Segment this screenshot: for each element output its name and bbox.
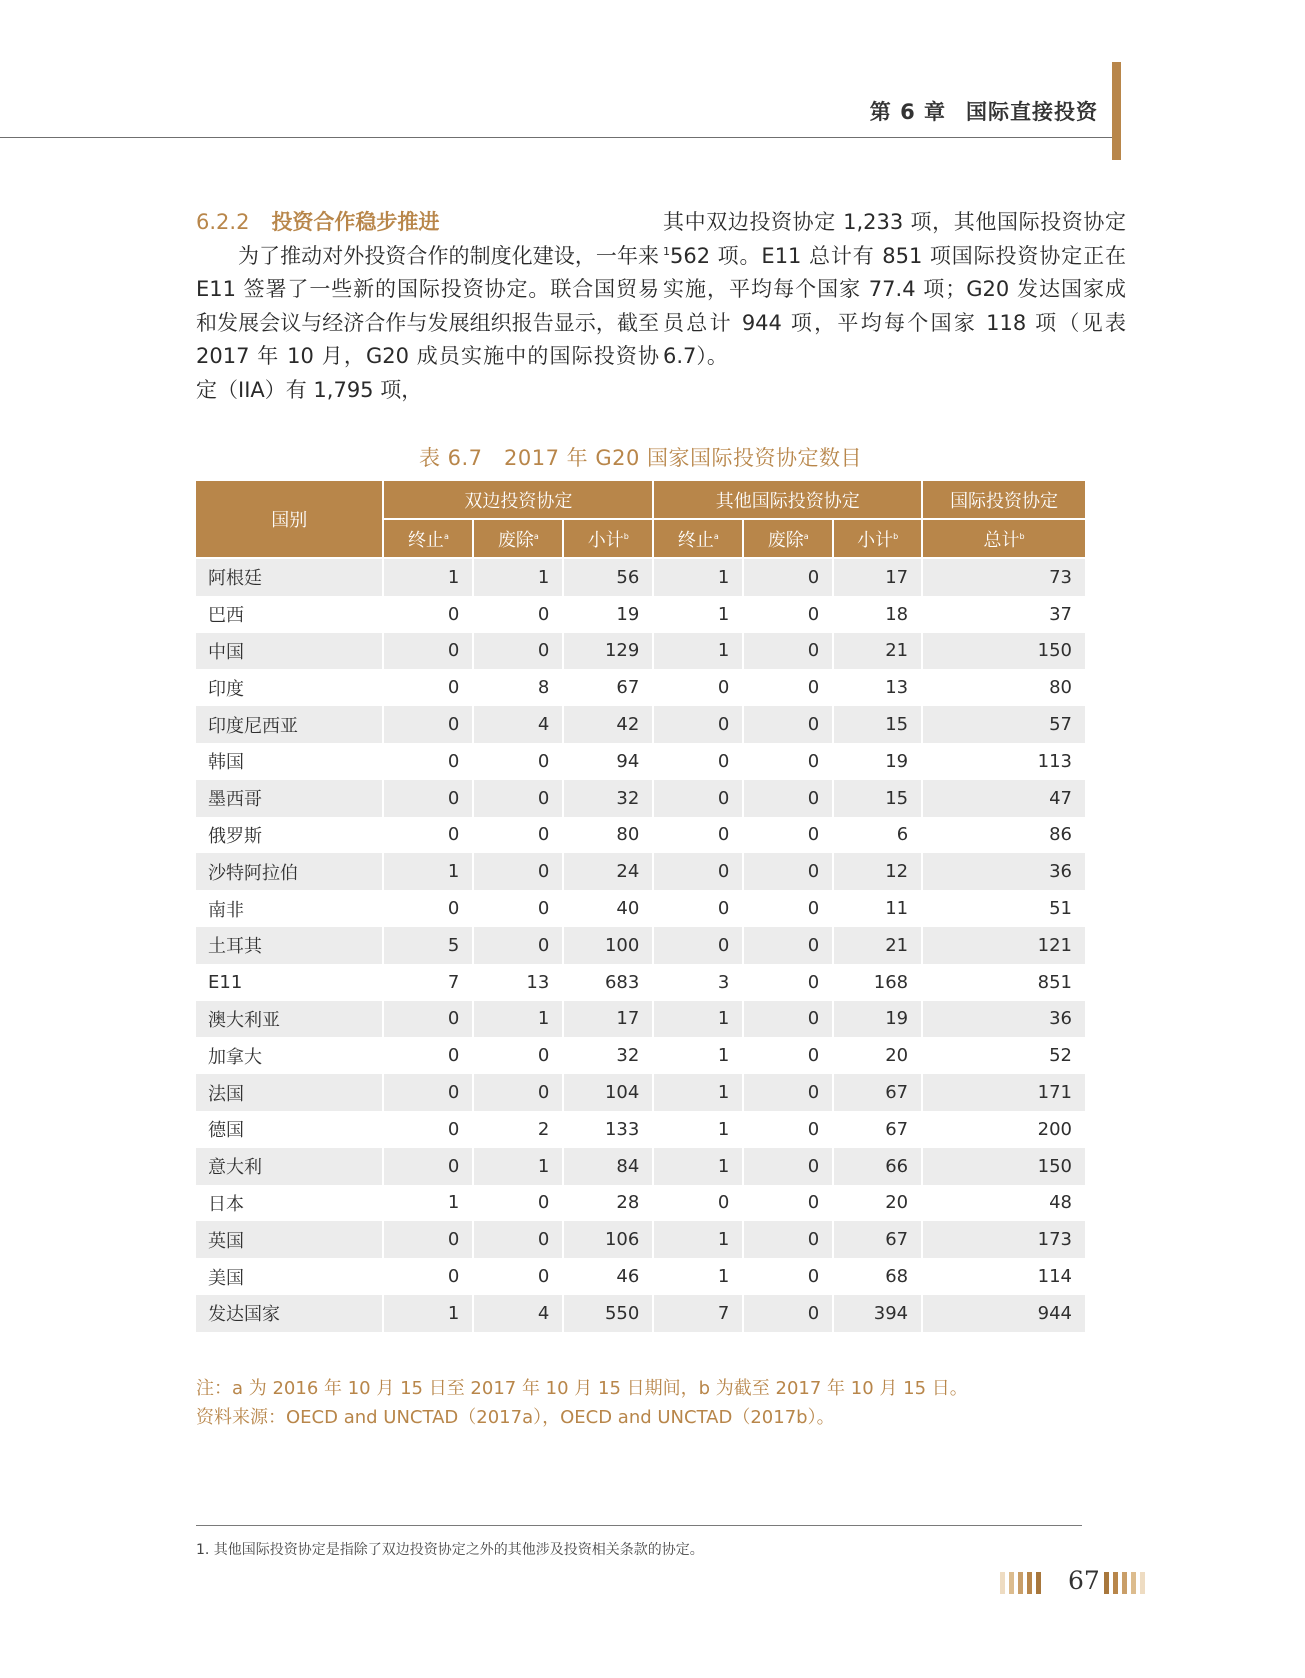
table-body xyxy=(196,558,1085,1332)
cell-value: 6 xyxy=(833,817,922,854)
section-number: 6.2.2 xyxy=(196,210,250,234)
section-title: 投资合作稳步推进 xyxy=(271,210,440,234)
cell-value: 0 xyxy=(743,1148,833,1185)
section-heading xyxy=(196,206,659,240)
cell-value: 0 xyxy=(473,890,563,927)
table-row xyxy=(196,1295,1085,1332)
cell-value: 0 xyxy=(743,596,833,633)
cell-country: 土耳其 xyxy=(196,927,383,964)
header-sup: b xyxy=(623,531,629,541)
cell-value: 1 xyxy=(653,1001,743,1038)
header-label: 终止 xyxy=(677,529,714,551)
cell-value: 37 xyxy=(922,596,1085,633)
table-row xyxy=(196,1074,1085,1111)
cell-value: 0 xyxy=(473,1074,563,1111)
cell-value: 0 xyxy=(383,669,473,706)
header-label: 废除 xyxy=(767,529,804,551)
cell-value: 1 xyxy=(473,1148,563,1185)
cell-value: 20 xyxy=(833,1185,922,1222)
cell-value: 19 xyxy=(833,1001,922,1038)
cell-value: 0 xyxy=(743,558,833,596)
header-subtotal-bilateral xyxy=(563,519,653,558)
footnote-ref: 1 xyxy=(663,244,670,258)
header-label: 废除 xyxy=(497,529,534,551)
cell-value: 133 xyxy=(563,1111,653,1148)
cell-value: 51 xyxy=(922,890,1085,927)
cell-value: 0 xyxy=(743,890,833,927)
header-terminated-other xyxy=(653,519,743,558)
header-total xyxy=(922,519,1085,558)
footnote-rule xyxy=(196,1525,1082,1526)
cell-value: 1 xyxy=(653,1074,743,1111)
cell-value: 0 xyxy=(653,669,743,706)
header-label: 小计 xyxy=(587,529,624,551)
cell-value: 1 xyxy=(383,1185,473,1222)
table-row xyxy=(196,558,1085,596)
cell-value: 0 xyxy=(383,780,473,817)
cell-value: 173 xyxy=(922,1221,1085,1258)
cell-value: 21 xyxy=(833,927,922,964)
cell-value: 0 xyxy=(743,1074,833,1111)
cell-value: 0 xyxy=(383,743,473,780)
cell-value: 48 xyxy=(922,1185,1085,1222)
text-column-left xyxy=(196,206,659,407)
header-total-group: 国际投资协定 xyxy=(922,481,1085,519)
cell-value: 19 xyxy=(833,743,922,780)
cell-country: 印度尼西亚 xyxy=(196,706,383,743)
cell-value: 104 xyxy=(563,1074,653,1111)
table-row xyxy=(196,596,1085,633)
cell-value: 0 xyxy=(743,817,833,854)
cell-value: 0 xyxy=(473,1221,563,1258)
cell-country: 德国 xyxy=(196,1111,383,1148)
cell-value: 851 xyxy=(922,964,1085,1001)
table-row xyxy=(196,669,1085,706)
cell-value: 0 xyxy=(743,780,833,817)
header-country: 国别 xyxy=(196,481,383,558)
cell-value: 0 xyxy=(383,596,473,633)
cell-value: 683 xyxy=(563,964,653,1001)
cell-value: 121 xyxy=(922,927,1085,964)
table-row xyxy=(196,817,1085,854)
cell-value: 5 xyxy=(383,927,473,964)
cell-value: 0 xyxy=(653,817,743,854)
cell-value: 0 xyxy=(653,853,743,890)
cell-country: 法国 xyxy=(196,1074,383,1111)
cell-value: 80 xyxy=(563,817,653,854)
cell-value: 0 xyxy=(473,853,563,890)
cell-value: 19 xyxy=(563,596,653,633)
cell-value: 57 xyxy=(922,706,1085,743)
cell-value: 7 xyxy=(383,964,473,1001)
cell-value: 21 xyxy=(833,633,922,670)
cell-value: 1 xyxy=(473,1001,563,1038)
cell-value: 1 xyxy=(653,1148,743,1185)
cell-value: 0 xyxy=(653,890,743,927)
cell-value: 13 xyxy=(473,964,563,1001)
page-stripe xyxy=(1104,1572,1109,1594)
cell-value: 944 xyxy=(922,1295,1085,1332)
header-sup: b xyxy=(893,531,899,541)
chapter-title: 国际直接投资 xyxy=(966,100,1098,124)
cell-value: 129 xyxy=(563,633,653,670)
cell-value: 106 xyxy=(563,1221,653,1258)
cell-country: 印度 xyxy=(196,669,383,706)
cell-value: 80 xyxy=(922,669,1085,706)
cell-value: 0 xyxy=(473,1037,563,1074)
cell-country: 发达国家 xyxy=(196,1295,383,1332)
table-row xyxy=(196,633,1085,670)
page-stripe xyxy=(1036,1572,1041,1594)
cell-value: 0 xyxy=(383,817,473,854)
header-label: 总计 xyxy=(983,529,1020,551)
cell-value: 0 xyxy=(653,927,743,964)
header-sup: a xyxy=(803,531,809,541)
cell-value: 12 xyxy=(833,853,922,890)
page-stripe xyxy=(1131,1572,1136,1594)
cell-value: 113 xyxy=(922,743,1085,780)
cell-value: 150 xyxy=(922,633,1085,670)
cell-country: E11 xyxy=(196,964,383,1001)
cell-value: 0 xyxy=(743,927,833,964)
table-row xyxy=(196,890,1085,927)
cell-value: 67 xyxy=(833,1221,922,1258)
body-paragraph-right xyxy=(663,206,1126,374)
cell-value: 40 xyxy=(563,890,653,927)
cell-value: 15 xyxy=(833,706,922,743)
cell-value: 0 xyxy=(383,706,473,743)
cell-value: 0 xyxy=(653,780,743,817)
header-terminated-bilateral xyxy=(383,519,473,558)
table-row xyxy=(196,853,1085,890)
cell-country: 韩国 xyxy=(196,743,383,780)
cell-value: 0 xyxy=(653,743,743,780)
page-stripe xyxy=(1009,1572,1014,1594)
table-note: 注：a 为 2016 年 10 月 15 日至 2017 年 10 月 15 日期间，b 为截至 2017 年 10 月 15 日。 xyxy=(196,1378,968,1399)
cell-value: 32 xyxy=(563,780,653,817)
cell-country: 英国 xyxy=(196,1221,383,1258)
table-row xyxy=(196,1001,1085,1038)
cell-value: 1 xyxy=(383,853,473,890)
cell-value: 67 xyxy=(563,669,653,706)
cell-country: 巴西 xyxy=(196,596,383,633)
header-sup: a xyxy=(533,531,539,541)
cell-value: 1 xyxy=(473,558,563,596)
chapter-number: 第 6 章 xyxy=(869,100,946,124)
header-sup: b xyxy=(1019,531,1025,541)
cell-value: 0 xyxy=(383,633,473,670)
cell-value: 11 xyxy=(833,890,922,927)
cell-value: 0 xyxy=(653,1185,743,1222)
cell-value: 0 xyxy=(473,817,563,854)
cell-value: 0 xyxy=(653,706,743,743)
table-row xyxy=(196,1221,1085,1258)
cell-value: 0 xyxy=(743,633,833,670)
cell-value: 0 xyxy=(743,1037,833,1074)
cell-value: 1 xyxy=(653,596,743,633)
cell-value: 0 xyxy=(743,1111,833,1148)
cell-value: 0 xyxy=(473,1185,563,1222)
cell-value: 150 xyxy=(922,1148,1085,1185)
cell-value: 20 xyxy=(833,1037,922,1074)
cell-value: 52 xyxy=(922,1037,1085,1074)
header-bilateral: 双边投资协定 xyxy=(383,481,653,519)
cell-value: 66 xyxy=(833,1148,922,1185)
cell-value: 0 xyxy=(383,890,473,927)
cell-value: 0 xyxy=(383,1037,473,1074)
header-other: 其他国际投资协定 xyxy=(653,481,922,519)
header-rule xyxy=(0,137,1120,138)
cell-value: 32 xyxy=(563,1037,653,1074)
cell-value: 36 xyxy=(922,853,1085,890)
table-row xyxy=(196,1111,1085,1148)
body-text-part-1: 其中双边投资协定 1,233 项，其他国际投资协定 xyxy=(663,210,1126,234)
table-source: 资料来源：OECD and UNCTAD（2017a），OECD and UNCTAD（2017b）。 xyxy=(196,1407,835,1428)
cell-country: 澳大利亚 xyxy=(196,1001,383,1038)
cell-value: 8 xyxy=(473,669,563,706)
page-number: 67 xyxy=(1068,1566,1100,1595)
cell-value: 200 xyxy=(922,1111,1085,1148)
cell-country: 南非 xyxy=(196,890,383,927)
cell-value: 0 xyxy=(473,1258,563,1295)
cell-value: 0 xyxy=(743,669,833,706)
cell-value: 0 xyxy=(743,1185,833,1222)
cell-value: 0 xyxy=(383,1074,473,1111)
page-stripe xyxy=(1000,1572,1005,1594)
cell-value: 0 xyxy=(473,927,563,964)
cell-value: 13 xyxy=(833,669,922,706)
cell-value: 94 xyxy=(563,743,653,780)
cell-value: 67 xyxy=(833,1074,922,1111)
table-row xyxy=(196,743,1085,780)
cell-value: 1 xyxy=(653,1258,743,1295)
cell-value: 84 xyxy=(563,1148,653,1185)
table-row xyxy=(196,927,1085,964)
cell-value: 73 xyxy=(922,558,1085,596)
table-row xyxy=(196,1185,1085,1222)
cell-value: 86 xyxy=(922,817,1085,854)
cell-country: 中国 xyxy=(196,633,383,670)
cell-value: 0 xyxy=(383,1148,473,1185)
cell-value: 0 xyxy=(473,633,563,670)
cell-value: 1 xyxy=(653,1111,743,1148)
cell-value: 17 xyxy=(563,1001,653,1038)
cell-value: 4 xyxy=(473,706,563,743)
cell-value: 0 xyxy=(743,1001,833,1038)
cell-value: 0 xyxy=(383,1111,473,1148)
cell-value: 68 xyxy=(833,1258,922,1295)
page-stripe xyxy=(1018,1572,1023,1594)
header-subtotal-other xyxy=(833,519,922,558)
cell-value: 0 xyxy=(743,964,833,1001)
header-sup: a xyxy=(443,531,449,541)
cell-value: 56 xyxy=(563,558,653,596)
cell-value: 24 xyxy=(563,853,653,890)
cell-value: 36 xyxy=(922,1001,1085,1038)
cell-value: 171 xyxy=(922,1074,1085,1111)
investment-agreement-table xyxy=(196,481,1085,1332)
header-label: 小计 xyxy=(857,529,894,551)
cell-value: 1 xyxy=(653,1221,743,1258)
cell-value: 1 xyxy=(653,558,743,596)
cell-value: 18 xyxy=(833,596,922,633)
cell-value: 0 xyxy=(473,743,563,780)
text-column-right xyxy=(663,206,1126,374)
cell-country: 美国 xyxy=(196,1258,383,1295)
cell-value: 394 xyxy=(833,1295,922,1332)
table-row xyxy=(196,1037,1085,1074)
cell-value: 4 xyxy=(473,1295,563,1332)
header-abolished-bilateral xyxy=(473,519,563,558)
cell-value: 114 xyxy=(922,1258,1085,1295)
cell-value: 100 xyxy=(563,927,653,964)
cell-value: 0 xyxy=(383,1221,473,1258)
table-notes xyxy=(196,1374,968,1432)
cell-value: 47 xyxy=(922,780,1085,817)
cell-value: 0 xyxy=(383,1258,473,1295)
footnote: 1. 其他国际投资协定是指除了双边投资协定之外的其他涉及投资相关条款的协定。 xyxy=(196,1542,704,1558)
table-caption: 表 6.7 2017 年 G20 国家国际投资协定数目 xyxy=(418,446,863,470)
page-stripe xyxy=(1122,1572,1127,1594)
cell-value: 168 xyxy=(833,964,922,1001)
cell-value: 0 xyxy=(383,1001,473,1038)
header-abolished-other xyxy=(743,519,833,558)
cell-value: 0 xyxy=(473,596,563,633)
cell-country: 俄罗斯 xyxy=(196,817,383,854)
cell-country: 意大利 xyxy=(196,1148,383,1185)
cell-value: 0 xyxy=(743,1221,833,1258)
cell-country: 阿根廷 xyxy=(196,558,383,596)
cell-value: 42 xyxy=(563,706,653,743)
page-stripe xyxy=(1140,1572,1145,1594)
cell-value: 1 xyxy=(383,558,473,596)
cell-value: 28 xyxy=(563,1185,653,1222)
cell-value: 7 xyxy=(653,1295,743,1332)
cell-value: 0 xyxy=(743,853,833,890)
cell-value: 1 xyxy=(653,1037,743,1074)
cell-country: 日本 xyxy=(196,1185,383,1222)
table-row xyxy=(196,1258,1085,1295)
header-label: 终止 xyxy=(407,529,444,551)
header-accent-bar xyxy=(1112,62,1121,160)
cell-value: 1 xyxy=(653,633,743,670)
cell-value: 3 xyxy=(653,964,743,1001)
table-row xyxy=(196,964,1085,1001)
body-paragraph-left: 为了推动对外投资合作的制度化建设，一年来 E11 签署了一些新的国际投资协定。联合国贸易和发展会议与经济合作与发展组织报告显示，截至 2017 年 10 月，G20 成员实施中的国际投资协定（IIA）有 1,795 项， xyxy=(196,243,659,402)
cell-value: 0 xyxy=(743,706,833,743)
cell-value: 67 xyxy=(833,1111,922,1148)
cell-value: 0 xyxy=(743,1258,833,1295)
cell-value: 2 xyxy=(473,1111,563,1148)
header-sup: a xyxy=(713,531,719,541)
cell-value: 0 xyxy=(743,1295,833,1332)
page-stripe xyxy=(1113,1572,1118,1594)
running-header xyxy=(870,96,1098,126)
cell-country: 沙特阿拉伯 xyxy=(196,853,383,890)
cell-value: 550 xyxy=(563,1295,653,1332)
body-text-part-2: 562 项。E11 总计有 851 项国际投资协定正在实施，平均每个国家 77.4 项；G20 发达国家成员总计 944 项，平均每个国家 118 项（见表 6.7）。 xyxy=(663,243,1126,368)
cell-value: 1 xyxy=(383,1295,473,1332)
cell-value: 15 xyxy=(833,780,922,817)
cell-country: 墨西哥 xyxy=(196,780,383,817)
cell-country: 加拿大 xyxy=(196,1037,383,1074)
page-stripe xyxy=(1027,1572,1032,1594)
cell-value: 17 xyxy=(833,558,922,596)
cell-value: 0 xyxy=(473,780,563,817)
table-row xyxy=(196,1148,1085,1185)
cell-value: 0 xyxy=(743,743,833,780)
table-row xyxy=(196,780,1085,817)
cell-value: 46 xyxy=(563,1258,653,1295)
table-row xyxy=(196,706,1085,743)
